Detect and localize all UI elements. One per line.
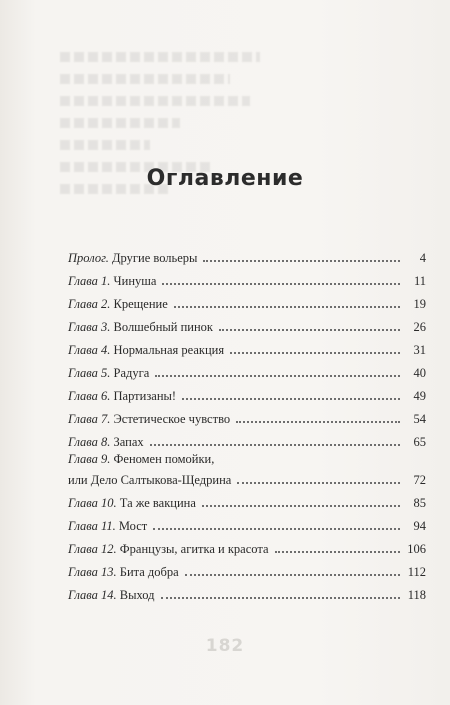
toc-page-number: 72: [413, 473, 426, 487]
toc-chapter-title: Французы, агитка и красота: [119, 542, 269, 556]
toc-chapter-prefix: Глава 13.: [68, 565, 117, 579]
toc-page-number: 106: [407, 542, 426, 556]
dot-leader: [275, 551, 400, 553]
toc-chapter-prefix: Глава 3.: [68, 320, 111, 334]
toc-chapter-title: Запах: [113, 435, 144, 449]
toc-chapter-prefix: Глава 11.: [68, 519, 116, 533]
toc-page-number: 31: [413, 343, 426, 357]
toc-entry: [68, 580, 426, 603]
toc-page-number: 65: [413, 435, 426, 449]
dot-leader: [182, 398, 400, 400]
toc-chapter-title: Чинуша: [113, 274, 157, 288]
toc-page-number: 118: [407, 588, 426, 602]
toc-page-number: 112: [407, 565, 426, 579]
dot-leader: [236, 421, 400, 423]
dot-leader: [162, 283, 400, 285]
toc-chapter-prefix: Глава 1.: [68, 274, 111, 288]
page-number: 182: [205, 636, 245, 656]
toc-entry: [68, 381, 426, 404]
toc-entry: [68, 404, 426, 427]
dot-leader: [153, 528, 400, 530]
toc-chapter-prefix: Глава 7.: [68, 412, 111, 426]
toc-page-number: 54: [413, 412, 426, 426]
page-title: Оглавление: [146, 166, 304, 191]
toc-chapter-prefix: Пролог.: [68, 251, 109, 265]
toc-entry: [68, 358, 426, 381]
dot-leader: [230, 352, 400, 354]
toc-entry: [68, 266, 426, 289]
toc-chapter-title: Крещение: [113, 297, 168, 311]
table-of-contents: [68, 243, 426, 603]
toc-chapter-prefix: Глава 6.: [68, 389, 111, 403]
toc-page-number: 40: [413, 366, 426, 380]
toc-chapter-title-continued: или Дело Салтыкова-Щедрина: [68, 473, 232, 487]
toc-chapter-title: Бита добра: [119, 565, 179, 579]
toc-page-number: 19: [413, 297, 426, 311]
toc-chapter-prefix: Глава 10.: [68, 496, 117, 510]
toc-entry: [68, 312, 426, 335]
toc-chapter-prefix: Глава 8.: [68, 435, 111, 449]
toc-entry: [68, 511, 426, 534]
toc-chapter-title: Радуга: [113, 366, 150, 380]
toc-entry: [68, 427, 426, 450]
dot-leader: [237, 482, 400, 484]
toc-entry: [68, 450, 426, 488]
toc-chapter-title: Волшебный пинок: [113, 320, 214, 334]
toc-page-number: 94: [413, 519, 426, 533]
toc-entry: [68, 534, 426, 557]
toc-chapter-title: Партизаны!: [113, 389, 177, 403]
dot-leader: [155, 375, 400, 377]
bleed-through-text: [60, 52, 280, 222]
toc-chapter-prefix: Глава 14.: [68, 588, 117, 602]
toc-chapter-title: Та же вакцина: [119, 496, 196, 510]
toc-entry: [68, 335, 426, 358]
dot-leader: [185, 574, 400, 576]
dot-leader: [219, 329, 400, 331]
toc-chapter-title: Нормальная реакция: [113, 343, 225, 357]
toc-entry: [68, 557, 426, 580]
toc-page-number: 26: [413, 320, 426, 334]
toc-chapter-title: Феномен помойки,: [113, 452, 215, 466]
toc-chapter-title: Другие вольеры: [112, 251, 198, 265]
toc-chapter-prefix: Глава 12.: [68, 542, 117, 556]
toc-chapter-prefix: Глава 9.: [68, 452, 111, 466]
toc-chapter-prefix: Глава 4.: [68, 343, 111, 357]
toc-page-number: 49: [413, 389, 426, 403]
toc-page-number: 4: [419, 251, 426, 265]
toc-chapter-title: Мост: [118, 519, 148, 533]
toc-page-number: 85: [413, 496, 426, 510]
toc-chapter-prefix: Глава 5.: [68, 366, 111, 380]
toc-entry: [68, 488, 426, 511]
toc-entry: [68, 289, 426, 312]
toc-entry: [68, 243, 426, 266]
toc-chapter-prefix: Глава 2.: [68, 297, 111, 311]
toc-chapter-title: Эстетическое чувство: [113, 412, 231, 426]
toc-chapter-title: Выход: [119, 588, 155, 602]
toc-entry-first-line: [68, 450, 426, 467]
dot-leader: [150, 444, 400, 446]
toc-page-number: 11: [413, 274, 426, 288]
dot-leader: [161, 597, 400, 599]
dot-leader: [202, 505, 400, 507]
dot-leader: [174, 306, 400, 308]
dot-leader: [203, 260, 400, 262]
